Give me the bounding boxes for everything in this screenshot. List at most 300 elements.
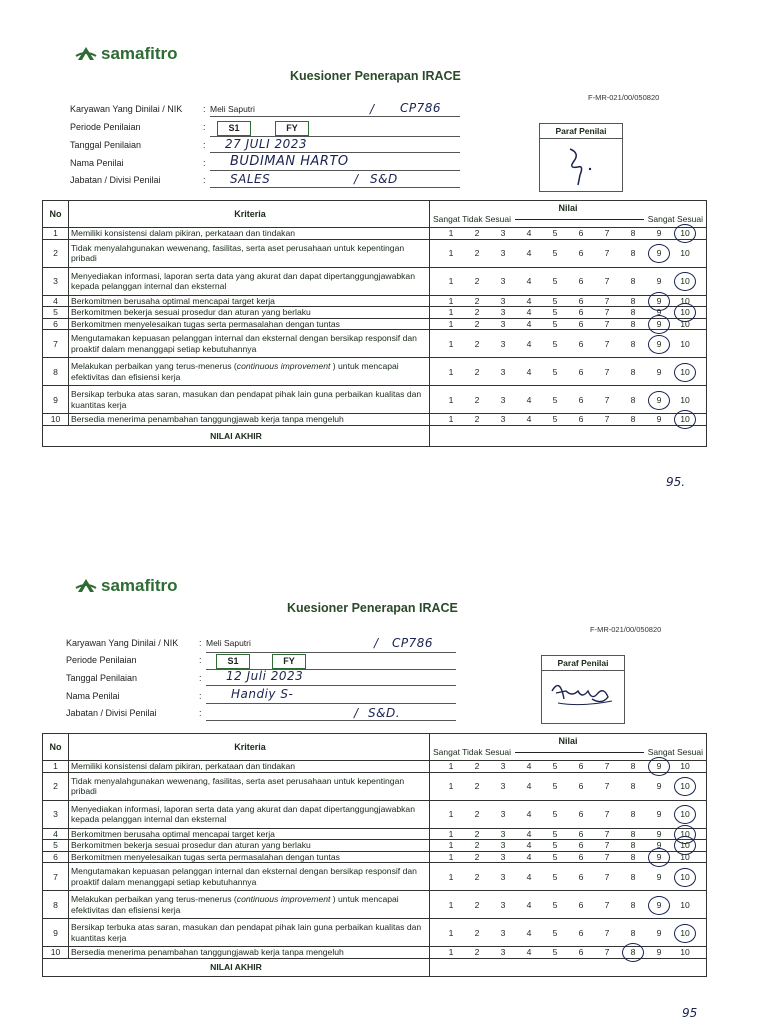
rating-option[interactable]: 8 <box>630 851 636 862</box>
rating-option[interactable]: 5 <box>552 809 558 819</box>
rating-option[interactable]: 2 <box>474 927 480 938</box>
rating-option[interactable]: 9 <box>656 828 662 839</box>
rating-option[interactable]: 3 <box>500 781 506 791</box>
rating-option[interactable]: 3 <box>500 318 506 329</box>
criteria-number: 6 <box>43 318 69 330</box>
rating-option[interactable]: 7 <box>604 871 610 882</box>
rating-option[interactable]: 3 <box>500 295 506 306</box>
handwritten-total: 95. <box>666 475 686 489</box>
rating-option[interactable]: 10 <box>680 295 690 306</box>
rating-option[interactable]: 9 <box>656 307 662 318</box>
rating-option[interactable]: 2 <box>474 809 480 819</box>
karyawan-label: Karyawan Yang Dinilai / NIK <box>66 638 179 648</box>
tanggal-value: 12 Juli 2023 <box>226 669 304 683</box>
col-no-header: No <box>43 201 69 228</box>
rating-option-selected[interactable]: 10 <box>678 809 692 819</box>
rating-option[interactable]: 10 <box>680 394 690 405</box>
rating-scale <box>430 891 707 919</box>
rating-option[interactable]: 4 <box>526 840 532 851</box>
rating-scale <box>430 239 707 267</box>
rating-option-selected[interactable]: 10 <box>678 872 692 882</box>
rating-option[interactable]: 8 <box>630 338 636 349</box>
rating-option[interactable]: 4 <box>526 851 532 862</box>
criteria-text: Memiliki konsistensi dalam pikiran, perkataan dan tindakan <box>69 761 430 773</box>
rating-option[interactable]: 1 <box>448 840 454 851</box>
rating-option[interactable]: 6 <box>578 338 584 349</box>
rating-option[interactable]: 8 <box>630 871 636 882</box>
karyawan-value: Meli Saputri <box>210 104 255 114</box>
rating-option-selected[interactable]: 10 <box>678 840 692 850</box>
penilai-label: Nama Penilai <box>66 691 120 701</box>
divisi-value: S&D <box>370 172 398 186</box>
rating-option[interactable]: 4 <box>526 761 532 772</box>
rating-option[interactable]: 7 <box>604 248 610 258</box>
criteria-text: Melakukan perbaikan yang terus-menerus (continuous improvement ) untuk mencapai efektivitas dan efisiensi kerja <box>69 891 430 919</box>
rating-option[interactable]: 5 <box>552 927 558 938</box>
table-row <box>43 828 707 840</box>
rating-option-selected[interactable]: 10 <box>678 367 692 377</box>
rating-option[interactable]: 4 <box>526 394 532 405</box>
page-title: Kuesioner Penerapan IRACE <box>290 69 461 83</box>
rating-option[interactable]: 7 <box>604 338 610 349</box>
rating-option[interactable]: 6 <box>578 366 584 377</box>
periode-s1-box: S1 <box>217 121 251 136</box>
criteria-number: 5 <box>43 840 69 852</box>
rating-option[interactable]: 6 <box>578 947 584 958</box>
rating-option[interactable]: 3 <box>500 809 506 819</box>
criteria-number: 7 <box>43 330 69 358</box>
signature-2 <box>542 671 622 723</box>
rating-option[interactable]: 8 <box>630 366 636 377</box>
rating-option[interactable]: 6 <box>578 761 584 772</box>
scale-low-label: Sangat Tidak Sesuai <box>433 214 511 224</box>
rating-option[interactable]: 7 <box>604 228 610 239</box>
rating-option-selected[interactable]: 10 <box>678 928 692 938</box>
rating-option[interactable]: 1 <box>448 228 454 239</box>
rating-option[interactable]: 3 <box>500 307 506 318</box>
tanggal-label: Tanggal Penilaian <box>66 673 138 683</box>
criteria-text: Mengutamakan kepuasan pelanggan internal dan eksternal dengan bersikap responsif dan proaktif dalam menanggapi setiap kebutuhannya <box>69 863 430 891</box>
rating-option[interactable]: 2 <box>474 781 480 791</box>
rating-option[interactable]: 3 <box>500 414 506 425</box>
penilai-value: BUDIMAN HARTO <box>230 154 349 169</box>
rating-option[interactable]: 9 <box>656 871 662 882</box>
criteria-text: Berkomitmen menyelesaikan tugas serta permasalahan dengan tuntas <box>69 318 430 330</box>
rating-option[interactable]: 6 <box>578 295 584 306</box>
table-row <box>43 318 707 330</box>
final-label: NILAI AKHIR <box>43 958 430 976</box>
rating-option[interactable]: 3 <box>500 366 506 377</box>
rating-option[interactable]: 4 <box>526 295 532 306</box>
rating-option-selected[interactable]: 10 <box>678 781 692 791</box>
paraf-box <box>541 655 625 724</box>
rating-option-selected[interactable]: 9 <box>652 296 666 306</box>
scale-arrow <box>515 214 644 225</box>
rating-option-selected[interactable]: 9 <box>652 852 666 862</box>
rating-option[interactable]: 3 <box>500 248 506 258</box>
criteria-number: 3 <box>43 267 69 295</box>
table-row <box>43 772 707 800</box>
final-value-cell <box>430 958 707 976</box>
rating-scale <box>430 947 707 959</box>
rating-option[interactable]: 1 <box>448 781 454 791</box>
criteria-text: Mengutamakan kepuasan pelanggan internal dan eksternal dengan bersikap responsif dan proaktif dalam menanggapi setiap kebutuhannya <box>69 330 430 358</box>
rating-option[interactable]: 6 <box>578 781 584 791</box>
rating-option[interactable]: 4 <box>526 899 532 910</box>
rating-option[interactable]: 1 <box>448 248 454 258</box>
rating-option[interactable]: 1 <box>448 947 454 958</box>
rating-option[interactable]: 10 <box>680 248 690 258</box>
table-row <box>43 239 707 267</box>
rating-scale <box>430 772 707 800</box>
rating-option[interactable]: 3 <box>500 394 506 405</box>
rating-scale <box>430 267 707 295</box>
rating-option[interactable]: 5 <box>552 947 558 958</box>
table-row <box>43 851 707 863</box>
rating-option[interactable]: 1 <box>448 809 454 819</box>
rating-option[interactable]: 2 <box>474 295 480 306</box>
rating-option[interactable]: 7 <box>604 394 610 405</box>
rating-option-selected[interactable]: 10 <box>678 307 692 317</box>
handwritten-total: 95 <box>682 1006 698 1020</box>
tanggal-label: Tanggal Penilaian <box>70 140 142 150</box>
rating-option[interactable]: 6 <box>578 248 584 258</box>
rating-option[interactable]: 4 <box>526 414 532 425</box>
signature-1 <box>540 139 620 191</box>
rating-option-selected[interactable]: 10 <box>678 228 692 238</box>
rating-scale <box>430 863 707 891</box>
rating-option[interactable]: 9 <box>656 809 662 819</box>
rating-option-selected[interactable]: 9 <box>652 395 666 405</box>
rating-option[interactable]: 3 <box>500 947 506 958</box>
rating-option[interactable]: 2 <box>474 276 480 286</box>
table-row <box>43 800 707 828</box>
rating-option[interactable]: 5 <box>552 276 558 286</box>
criteria-number: 5 <box>43 307 69 319</box>
rating-option-selected[interactable]: 9 <box>652 248 666 258</box>
rating-option-selected[interactable]: 10 <box>678 276 692 286</box>
rating-option[interactable]: 7 <box>604 276 610 286</box>
rating-option[interactable]: 2 <box>474 761 480 772</box>
rating-option[interactable]: 2 <box>474 307 480 318</box>
rating-option[interactable]: 10 <box>680 338 690 349</box>
rating-option[interactable]: 6 <box>578 927 584 938</box>
criteria-number: 10 <box>43 947 69 959</box>
rating-option-selected[interactable]: 9 <box>652 339 666 349</box>
rating-option[interactable]: 3 <box>500 228 506 239</box>
table-row <box>43 414 707 426</box>
criteria-text: Berkomitmen berusaha optimal mencapai target kerja <box>69 295 430 307</box>
rating-option[interactable]: 3 <box>500 828 506 839</box>
rating-option[interactable]: 3 <box>500 276 506 286</box>
rating-option[interactable]: 3 <box>500 927 506 938</box>
rating-option[interactable]: 5 <box>552 366 558 377</box>
rating-option[interactable]: 1 <box>448 414 454 425</box>
rating-option[interactable]: 7 <box>604 809 610 819</box>
rating-option[interactable]: 8 <box>630 228 636 239</box>
rating-option[interactable]: 7 <box>604 295 610 306</box>
rating-option-selected[interactable]: 9 <box>652 319 666 329</box>
rating-option[interactable]: 2 <box>474 840 480 851</box>
rating-scale <box>430 228 707 240</box>
rating-option[interactable]: 2 <box>474 828 480 839</box>
rating-scale <box>430 800 707 828</box>
criteria-number: 1 <box>43 228 69 240</box>
rating-option[interactable]: 8 <box>630 761 636 772</box>
rating-scale <box>430 828 707 840</box>
rating-option[interactable]: 3 <box>500 840 506 851</box>
rating-option[interactable]: 4 <box>526 248 532 258</box>
rating-option[interactable]: 2 <box>474 947 480 958</box>
rating-option[interactable]: 7 <box>604 899 610 910</box>
rating-option[interactable]: 4 <box>526 871 532 882</box>
scale-low-label: Sangat Tidak Sesuai <box>433 747 511 757</box>
rating-option[interactable]: 8 <box>630 307 636 318</box>
table-row <box>43 267 707 295</box>
rating-option[interactable]: 9 <box>656 228 662 239</box>
rating-option[interactable]: 6 <box>578 899 584 910</box>
rating-option[interactable]: 1 <box>448 295 454 306</box>
criteria-text: Bersikap terbuka atas saran, masukan dan pendapat pihak lain guna perbaikan kualitas dan kuantitas kerja <box>69 919 430 947</box>
rating-option[interactable]: 7 <box>604 318 610 329</box>
penilai-value: Handiy S- <box>231 687 294 701</box>
rating-option[interactable]: 5 <box>552 307 558 318</box>
rating-option[interactable]: 1 <box>448 899 454 910</box>
criteria-text: Melakukan perbaikan yang terus-menerus (continuous improvement ) untuk mencapai efektivitas dan efisiensi kerja <box>69 358 430 386</box>
criteria-number: 2 <box>43 239 69 267</box>
rating-option[interactable]: 9 <box>656 366 662 377</box>
rating-option[interactable]: 8 <box>630 295 636 306</box>
rating-option[interactable]: 2 <box>474 414 480 425</box>
rating-option[interactable]: 1 <box>448 338 454 349</box>
rating-option[interactable]: 4 <box>526 828 532 839</box>
rating-option[interactable]: 1 <box>448 394 454 405</box>
rating-option[interactable]: 10 <box>680 761 690 772</box>
criteria-text: Bersedia menerima penambahan tanggungjawab kerja tanpa mengeluh <box>69 414 430 426</box>
rating-option[interactable]: 3 <box>500 851 506 862</box>
rating-option[interactable]: 8 <box>630 899 636 910</box>
rating-option[interactable]: 9 <box>656 927 662 938</box>
rating-option[interactable]: 2 <box>474 318 480 329</box>
rating-option[interactable]: 8 <box>630 927 636 938</box>
rating-option[interactable]: 7 <box>604 366 610 377</box>
rating-option[interactable]: 7 <box>604 927 610 938</box>
table-row <box>43 840 707 852</box>
rating-option[interactable]: 6 <box>578 809 584 819</box>
rating-option[interactable]: 8 <box>630 276 636 286</box>
rating-option[interactable]: 5 <box>552 781 558 791</box>
penilai-label: Nama Penilai <box>70 158 124 168</box>
rating-option[interactable]: 5 <box>552 248 558 258</box>
nik-value: CP786 <box>392 636 434 650</box>
criteria-number: 9 <box>43 386 69 414</box>
rating-option[interactable]: 7 <box>604 781 610 791</box>
rating-option[interactable]: 9 <box>656 947 662 958</box>
rating-option[interactable]: 10 <box>680 851 690 862</box>
periode-label: Periode Penilaian <box>66 655 137 665</box>
brand-name: samafitro <box>101 44 178 63</box>
rating-option[interactable]: 6 <box>578 394 584 405</box>
table-row <box>43 295 707 307</box>
rating-option[interactable]: 3 <box>500 761 506 772</box>
rating-option[interactable]: 7 <box>604 828 610 839</box>
rating-option[interactable]: 8 <box>630 809 636 819</box>
rating-option[interactable]: 3 <box>500 338 506 349</box>
rating-option[interactable]: 6 <box>578 871 584 882</box>
rating-option[interactable]: 1 <box>448 828 454 839</box>
rating-option[interactable]: 7 <box>604 947 610 958</box>
rating-option[interactable]: 6 <box>578 828 584 839</box>
criteria-text: Bersikap terbuka atas saran, masukan dan pendapat pihak lain guna perbaikan kualitas dan kuantitas kerja <box>69 386 430 414</box>
rating-option[interactable]: 1 <box>448 851 454 862</box>
criteria-number: 9 <box>43 919 69 947</box>
criteria-text: Memiliki konsistensi dalam pikiran, perkataan dan tindakan <box>69 228 430 240</box>
rating-option[interactable]: 7 <box>604 851 610 862</box>
rating-option[interactable]: 8 <box>630 394 636 405</box>
scale-high-label: Sangat Sesuai <box>647 747 703 757</box>
rating-option[interactable]: 4 <box>526 366 532 377</box>
criteria-text: Bersedia menerima penambahan tanggungjawab kerja tanpa mengeluh <box>69 947 430 959</box>
rating-option[interactable]: 2 <box>474 394 480 405</box>
rating-option[interactable]: 1 <box>448 871 454 882</box>
rating-option-selected[interactable]: 9 <box>652 761 666 771</box>
rating-option[interactable]: 1 <box>448 307 454 318</box>
table-row <box>43 358 707 386</box>
rating-option[interactable]: 4 <box>526 781 532 791</box>
rating-option[interactable]: 5 <box>552 414 558 425</box>
criteria-number: 7 <box>43 863 69 891</box>
criteria-number: 6 <box>43 851 69 863</box>
rating-option[interactable]: 6 <box>578 414 584 425</box>
rating-scale <box>430 318 707 330</box>
rating-option[interactable]: 4 <box>526 809 532 819</box>
rating-option[interactable]: 5 <box>552 295 558 306</box>
rating-option[interactable]: 7 <box>604 761 610 772</box>
rating-option[interactable]: 6 <box>578 840 584 851</box>
criteria-number: 10 <box>43 414 69 426</box>
rating-option[interactable]: 2 <box>474 871 480 882</box>
karyawan-value: Meli Saputri <box>206 638 251 648</box>
rating-option[interactable]: 7 <box>604 307 610 318</box>
paraf-label: Paraf Penilai <box>542 656 624 671</box>
rating-option[interactable]: 5 <box>552 394 558 405</box>
criteria-text: Menyediakan informasi, laporan serta data yang akurat dan dapat dipertanggungjawabkan kepada pelanggan internal dan eksternal <box>69 267 430 295</box>
rating-option[interactable]: 3 <box>500 871 506 882</box>
divisi-value: S&D. <box>368 706 401 720</box>
rating-option[interactable]: 8 <box>630 781 636 791</box>
rating-option[interactable]: 9 <box>656 414 662 425</box>
jabatan-label: Jabatan / Divisi Penilai <box>66 708 157 718</box>
rating-option[interactable]: 2 <box>474 366 480 377</box>
rating-option[interactable]: 4 <box>526 927 532 938</box>
rating-option[interactable]: 1 <box>448 927 454 938</box>
rating-option[interactable]: 4 <box>526 276 532 286</box>
rating-option-selected[interactable]: 9 <box>652 900 666 910</box>
rating-option[interactable]: 8 <box>630 318 636 329</box>
rating-option[interactable]: 8 <box>630 840 636 851</box>
rating-option[interactable]: 1 <box>448 366 454 377</box>
rating-scale <box>430 295 707 307</box>
scale-arrow <box>515 747 644 758</box>
rating-option-selected[interactable]: 10 <box>678 829 692 839</box>
criteria-table <box>42 200 707 447</box>
rating-option[interactable]: 8 <box>630 248 636 258</box>
rating-option[interactable]: 9 <box>656 781 662 791</box>
rating-option[interactable]: 2 <box>474 851 480 862</box>
rating-option-selected[interactable]: 8 <box>626 947 640 957</box>
samafitro-logo-icon <box>75 46 97 62</box>
rating-option[interactable]: 5 <box>552 840 558 851</box>
rating-option[interactable]: 5 <box>552 871 558 882</box>
criteria-text: Menyediakan informasi, laporan serta data yang akurat dan dapat dipertanggungjawabkan kepada pelanggan internal dan eksternal <box>69 800 430 828</box>
criteria-number: 2 <box>43 772 69 800</box>
col-kriteria-header: Kriteria <box>69 201 430 228</box>
rating-option[interactable]: 4 <box>526 307 532 318</box>
rating-option[interactable]: 5 <box>552 761 558 772</box>
rating-option[interactable]: 4 <box>526 947 532 958</box>
rating-option[interactable]: 7 <box>604 414 610 425</box>
tanggal-value: 27 JULI 2023 <box>225 137 307 151</box>
rating-option[interactable]: 5 <box>552 828 558 839</box>
rating-option[interactable]: 5 <box>552 851 558 862</box>
rating-option[interactable]: 5 <box>552 899 558 910</box>
rating-option[interactable]: 6 <box>578 307 584 318</box>
criteria-number: 4 <box>43 828 69 840</box>
rating-option[interactable]: 6 <box>578 318 584 329</box>
rating-option[interactable]: 6 <box>578 851 584 862</box>
rating-option[interactable]: 4 <box>526 318 532 329</box>
rating-option[interactable]: 2 <box>474 228 480 239</box>
rating-option[interactable]: 9 <box>656 840 662 851</box>
final-value-cell <box>430 425 707 446</box>
rating-option[interactable]: 4 <box>526 228 532 239</box>
periode-fy-box: FY <box>275 121 309 136</box>
rating-option[interactable]: 1 <box>448 761 454 772</box>
rating-option[interactable]: 10 <box>680 947 690 958</box>
rating-option[interactable]: 6 <box>578 276 584 286</box>
rating-option[interactable]: 4 <box>526 338 532 349</box>
rating-scale <box>430 851 707 863</box>
periode-fy-box: FY <box>272 654 306 669</box>
rating-option[interactable]: 7 <box>604 840 610 851</box>
paraf-box <box>539 123 623 192</box>
rating-option[interactable]: 3 <box>500 899 506 910</box>
rating-option[interactable]: 10 <box>680 318 690 329</box>
rating-option-selected[interactable]: 10 <box>678 414 692 424</box>
rating-option[interactable]: 9 <box>656 276 662 286</box>
rating-option[interactable]: 2 <box>474 899 480 910</box>
rating-scale <box>430 358 707 386</box>
rating-option[interactable]: 6 <box>578 228 584 239</box>
col-nilai-header: Nilai <box>558 736 578 746</box>
rating-option[interactable]: 10 <box>680 899 690 910</box>
rating-option[interactable]: 5 <box>552 318 558 329</box>
rating-option[interactable]: 5 <box>552 228 558 239</box>
rating-option[interactable]: 1 <box>448 318 454 329</box>
rating-option[interactable]: 5 <box>552 338 558 349</box>
rating-option[interactable]: 8 <box>630 828 636 839</box>
brand-logo <box>75 576 178 596</box>
rating-option[interactable]: 2 <box>474 338 480 349</box>
rating-option[interactable]: 1 <box>448 276 454 286</box>
table-row <box>43 307 707 319</box>
brand-name: samafitro <box>101 576 178 595</box>
criteria-rows <box>43 761 707 959</box>
rating-option[interactable]: 2 <box>474 248 480 258</box>
rating-option[interactable]: 8 <box>630 414 636 425</box>
jabatan-value: SALES <box>230 172 271 186</box>
criteria-text: Berkomitmen bekerja sesuai prosedur dan aturan yang berlaku <box>69 307 430 319</box>
